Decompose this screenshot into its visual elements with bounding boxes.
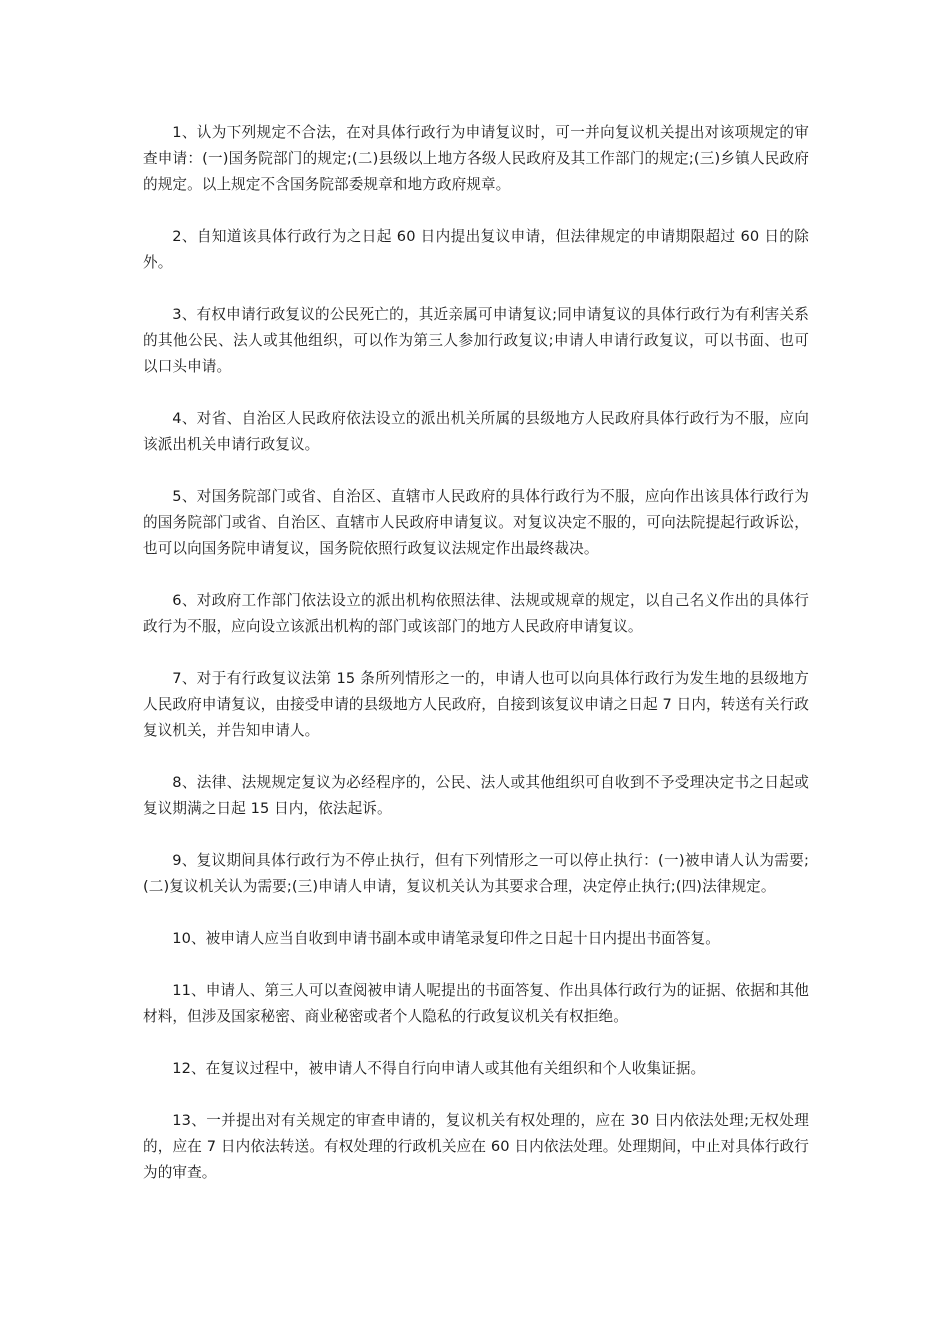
paragraph-2: 2、自知道该具体行政行为之日起 60 日内提出复议申请，但法律规定的申请期限超过 60 日的除外。 <box>143 228 809 271</box>
paragraph-11: 11、申请人、第三人可以查阅被申请人呢提出的书面答复、作出具体行政行为的证据、依据和其他材料，但涉及国家秘密、商业秘密或者个人隐私的行政复议机关有权拒绝。 <box>143 982 809 1025</box>
document-page <box>143 120 809 1212</box>
paragraph-12: 12、在复议过程中，被申请人不得自行向申请人或其他有关组织和个人收集证据。 <box>172 1060 706 1077</box>
paragraph-1: 1、认为下列规定不合法，在对具体行政行为申请复议时，可一并向复议机关提出对该项规定的审查申请：(一)国务院部门的规定;(二)县级以上地方各级人民政府及其工作部门的规定;(三)乡镇人民政府的规定。以上规定不含国务院部委规章和地方政府规章。 <box>143 124 809 193</box>
paragraph-3: 3、有权申请行政复议的公民死亡的，其近亲属可申请复议;同申请复议的具体行政行为有利害关系的其他公民、法人或其他组织，可以作为第三人参加行政复议;申请人申请行政复议，可以书面、也可以口头申请。 <box>143 306 809 375</box>
paragraph-4: 4、对省、自治区人民政府依法设立的派出机关所属的县级地方人民政府具体行政行为不服，应向该派出机关申请行政复议。 <box>143 410 809 453</box>
paragraph-13: 13、一并提出对有关规定的审查申请的，复议机关有权处理的，应在 30 日内依法处理;无权处理的，应在 7 日内依法转送。有权处理的行政机关应在 60 日内依法处理。处理期间，中止对具体行政行为的审查。 <box>143 1112 809 1181</box>
paragraph-9: 9、复议期间具体行政行为不停止执行，但有下列情形之一可以停止执行：(一)被申请人认为需要;(二)复议机关认为需要;(三)申请人申请，复议机关认为其要求合理，决定停止执行;(四)法律规定。 <box>143 852 809 895</box>
paragraph-5: 5、对国务院部门或省、自治区、直辖市人民政府的具体行政行为不服，应向作出该具体行政行为的国务院部门或省、自治区、直辖市人民政府申请复议。对复议决定不服的，可向法院提起行政诉讼，也可以向国务院申请复议，国务院依照行政复议法规定作出最终裁决。 <box>143 488 809 557</box>
paragraph-6: 6、对政府工作部门依法设立的派出机构依照法律、法规或规章的规定，以自己名义作出的具体行政行为不服，应向设立该派出机构的部门或该部门的地方人民政府申请复议。 <box>143 592 809 635</box>
paragraph-8: 8、法律、法规规定复议为必经程序的，公民、法人或其他组织可自收到不予受理决定书之日起或复议期满之日起 15 日内，依法起诉。 <box>143 774 809 817</box>
paragraph-10: 10、被申请人应当自收到申请书副本或申请笔录复印件之日起十日内提出书面答复。 <box>172 930 720 947</box>
paragraph-7: 7、对于有行政复议法第 15 条所列情形之一的，申请人也可以向具体行政行为发生地的县级地方人民政府申请复议，由接受申请的县级地方人民政府，自接到该复议申请之日起 7 日内，转送有关行政复议机关，并告知申请人。 <box>143 670 809 739</box>
